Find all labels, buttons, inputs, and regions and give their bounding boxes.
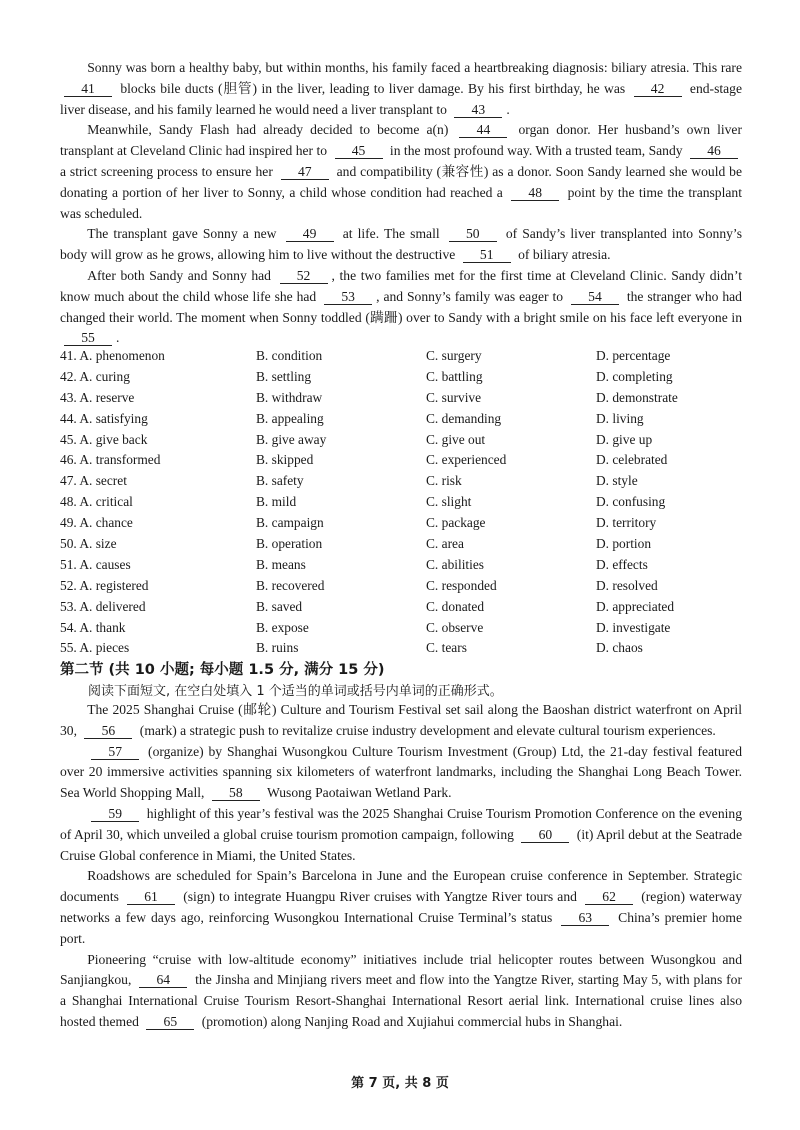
option-c: C. give out bbox=[426, 431, 486, 447]
option-c: C. abilities bbox=[426, 556, 485, 572]
paragraph: 57 (organize) by Shanghai Wusongkou Culture Tourism Investment (Group) Ltd, the 21-day festival featured over 20 immersive activities spanning six kilometers of waterfront landmarks, including the Shanghai Long Beach Tower. Sea World Shopping Mall, 58 Wusong Paotaiwan Wetland Park. bbox=[60, 743, 742, 801]
paragraph: The 2025 Shanghai Cruise (邮轮) Culture and Tourism Festival set sail along the Baoshan district waterfront on April 30, 56 (mark) a strategic push to revitalize cruise industry development and elevate cultural tourism experiences. bbox=[60, 702, 742, 738]
option-b: B. expose bbox=[256, 619, 309, 635]
option-d: D. territory bbox=[596, 515, 657, 531]
option-d: D. investigate bbox=[596, 619, 671, 635]
option-a: 52. A. registered bbox=[60, 577, 149, 593]
option-row bbox=[60, 367, 750, 388]
option-b: B. settling bbox=[256, 368, 312, 384]
blank-59: 59 bbox=[91, 807, 139, 822]
option-row bbox=[60, 638, 750, 659]
blank-42: 42 bbox=[634, 82, 682, 97]
option-a: 54. A. thank bbox=[60, 619, 126, 635]
blank-55: 55 bbox=[64, 331, 112, 346]
grammar-fill-passage bbox=[60, 700, 742, 1033]
option-c: C. surgery bbox=[426, 348, 482, 363]
blank-47: 47 bbox=[281, 165, 329, 180]
option-c: C. responded bbox=[426, 577, 497, 593]
paragraph: Meanwhile, Sandy Flash had already decided to become a(n) 44 organ donor. Her husband’s own liver transplant at Cleveland Clinic had inspired her to 45 in the most profound way. With a trusted team, Sandy 46 a strict screening process to ensure her 47 and compatibility (兼容性) as a donor. Soon Sandy learned she would be donating a portion of her liver to Sonny, a child whose condition had reached a 48 point by the time the transplant was scheduled. bbox=[60, 122, 743, 221]
option-d: D. confusing bbox=[596, 494, 666, 510]
section-heading: 第二节 (共 10 小题; 每小题 1.5 分, 满分 15 分) bbox=[60, 662, 385, 678]
option-d: D. percentage bbox=[596, 348, 671, 363]
blank-65: 65 bbox=[146, 1015, 194, 1030]
option-d: D. effects bbox=[596, 556, 648, 572]
blank-56: 56 bbox=[84, 724, 132, 739]
option-a: 44. A. satisfying bbox=[60, 410, 148, 426]
option-a: 45. A. give back bbox=[60, 431, 148, 447]
option-row bbox=[60, 597, 750, 618]
option-row bbox=[60, 555, 750, 576]
option-d: D. give up bbox=[596, 431, 653, 447]
option-row bbox=[60, 513, 750, 534]
option-d: D. resolved bbox=[596, 577, 658, 593]
option-a: 49. A. chance bbox=[60, 515, 133, 531]
blank-57: 57 bbox=[91, 745, 139, 760]
blank-46: 46 bbox=[690, 144, 738, 159]
blank-54: 54 bbox=[571, 290, 619, 305]
option-d: D. style bbox=[596, 473, 638, 489]
blank-45: 45 bbox=[335, 144, 383, 159]
blank-49: 49 bbox=[286, 227, 334, 242]
option-row bbox=[60, 492, 750, 513]
option-b: B. mild bbox=[256, 494, 297, 510]
blank-50: 50 bbox=[449, 227, 497, 242]
option-row bbox=[60, 430, 750, 451]
blank-48: 48 bbox=[511, 186, 559, 201]
option-row bbox=[60, 576, 750, 597]
option-b: B. campaign bbox=[256, 515, 324, 531]
option-c: C. donated bbox=[426, 598, 485, 614]
option-b: B. ruins bbox=[256, 640, 299, 656]
option-d: D. completing bbox=[596, 368, 673, 384]
options-table bbox=[60, 346, 750, 659]
option-row bbox=[60, 534, 750, 555]
blank-52: 52 bbox=[280, 269, 328, 284]
option-c: C. battling bbox=[426, 368, 483, 384]
option-c: C. slight bbox=[426, 494, 472, 510]
option-a: 41. A. phenomenon bbox=[60, 348, 165, 363]
option-a: 50. A. size bbox=[60, 536, 117, 552]
option-b: B. recovered bbox=[256, 577, 325, 593]
option-row bbox=[60, 471, 750, 492]
option-a: 53. A. delivered bbox=[60, 598, 146, 614]
option-d: D. celebrated bbox=[596, 452, 668, 468]
blank-41: 41 bbox=[64, 82, 112, 97]
option-b: B. withdraw bbox=[256, 389, 323, 405]
page-number: 第 7 页, 共 8 页 bbox=[351, 1076, 449, 1091]
option-b: B. saved bbox=[256, 598, 303, 614]
option-d: D. chaos bbox=[596, 640, 643, 656]
blank-53: 53 bbox=[324, 290, 372, 305]
paragraph: Sonny was born a healthy baby, but within months, his family faced a heartbreaking diagnosis: biliary atresia. This rare 41 blocks bile ducts (胆管) in the liver, leading to liver damage. By his first birthday, he was 42 end-stage liver disease, and his family learned he would need a liver transplant to 43 . bbox=[60, 60, 743, 117]
option-row bbox=[60, 346, 750, 367]
paragraph: The transplant gave Sonny a new 49 at life. The small 50 of Sandy’s liver transplanted into Sonny’s body will grow as he grows, allowing him to live without the destructive 51 of biliary atresia. bbox=[60, 226, 742, 263]
option-c: C. observe bbox=[426, 619, 484, 635]
option-b: B. appealing bbox=[256, 410, 324, 426]
option-d: D. appreciated bbox=[596, 598, 675, 614]
option-d: D. living bbox=[596, 410, 644, 426]
blank-60: 60 bbox=[521, 828, 569, 843]
section-instruction: 阅读下面短文, 在空白处填入 1 个适当的单词或括号内单词的正确形式。 bbox=[88, 684, 503, 699]
option-a: 43. A. reserve bbox=[60, 389, 135, 405]
blank-61: 61 bbox=[127, 890, 175, 905]
option-c: C. tears bbox=[426, 640, 467, 656]
cloze-passage bbox=[60, 58, 742, 349]
option-c: C. area bbox=[426, 536, 464, 552]
option-a: 55. A. pieces bbox=[60, 640, 130, 656]
option-a: 46. A. transformed bbox=[60, 452, 161, 468]
option-a: 51. A. causes bbox=[60, 556, 131, 572]
option-d: D. demonstrate bbox=[596, 389, 678, 405]
option-b: B. condition bbox=[256, 348, 323, 363]
paragraph: 59 highlight of this year’s festival was the 2025 Shanghai Cruise Tourism Promotion Conference on the evening of April 30, which unveiled a global cruise tourism promotion campaign, following 60 (it) April debut at the Seatrade Cruise Global conference in Miami, the United States. bbox=[60, 805, 742, 863]
option-c: C. experienced bbox=[426, 452, 507, 468]
option-b: B. means bbox=[256, 556, 306, 572]
option-row bbox=[60, 388, 750, 409]
blank-51: 51 bbox=[463, 248, 511, 263]
option-c: C. demanding bbox=[426, 410, 502, 426]
blank-44: 44 bbox=[459, 123, 507, 138]
option-a: 42. A. curing bbox=[60, 368, 130, 384]
paragraph: Roadshows are scheduled for Spain’s Barcelona in June and the European cruise conference in September. Strategic documents 61 (sign) to integrate Huangpu River cruises with Yangtze River tours and 62 (region) waterway networks a few days ago, reinforcing Wusongkou International Cruise Terminal’s status 63 China’s premier home port. bbox=[60, 868, 743, 946]
paragraph: Pioneering “cruise with low-altitude economy” initiatives include trial helicopter routes between Wusongkou and Sanjiangkou, 64 the Jinsha and Minjiang rivers meet and flow into the Yangtze River, starting May 5, with plans for a Shanghai International Cruise Tourism Resort-Shanghai International Resort aerial link. International cruise lines also hosted themed 65 (promotion) along Nanjing Road and Xujiahui commercial hubs in Shanghai. bbox=[60, 951, 742, 1029]
option-c: C. package bbox=[426, 515, 486, 531]
option-d: D. portion bbox=[596, 536, 652, 552]
paragraph: After both Sandy and Sonny had 52 , the two families met for the first time at Cleveland Clinic. Sandy didn’t know much about the child whose life she had 53 , and Sonny’s family was eager to 54 the stranger who had changed their world. The moment when Sonny toddled (蹒跚) over to Sandy with a bright smile on his face left everyone in 55 . bbox=[60, 267, 742, 346]
option-a: 48. A. critical bbox=[60, 494, 133, 510]
option-b: B. operation bbox=[256, 536, 323, 552]
option-row bbox=[60, 409, 750, 430]
option-a: 47. A. secret bbox=[60, 473, 127, 489]
option-c: C. risk bbox=[426, 473, 462, 489]
blank-62: 62 bbox=[585, 890, 633, 905]
blank-63: 63 bbox=[561, 911, 609, 926]
option-row bbox=[60, 450, 750, 471]
option-c: C. survive bbox=[426, 389, 482, 405]
blank-43: 43 bbox=[454, 103, 502, 118]
option-row bbox=[60, 618, 750, 639]
option-b: B. safety bbox=[256, 473, 304, 489]
blank-64: 64 bbox=[139, 973, 187, 988]
blank-58: 58 bbox=[212, 786, 260, 801]
option-b: B. skipped bbox=[256, 452, 314, 468]
option-b: B. give away bbox=[256, 431, 327, 447]
